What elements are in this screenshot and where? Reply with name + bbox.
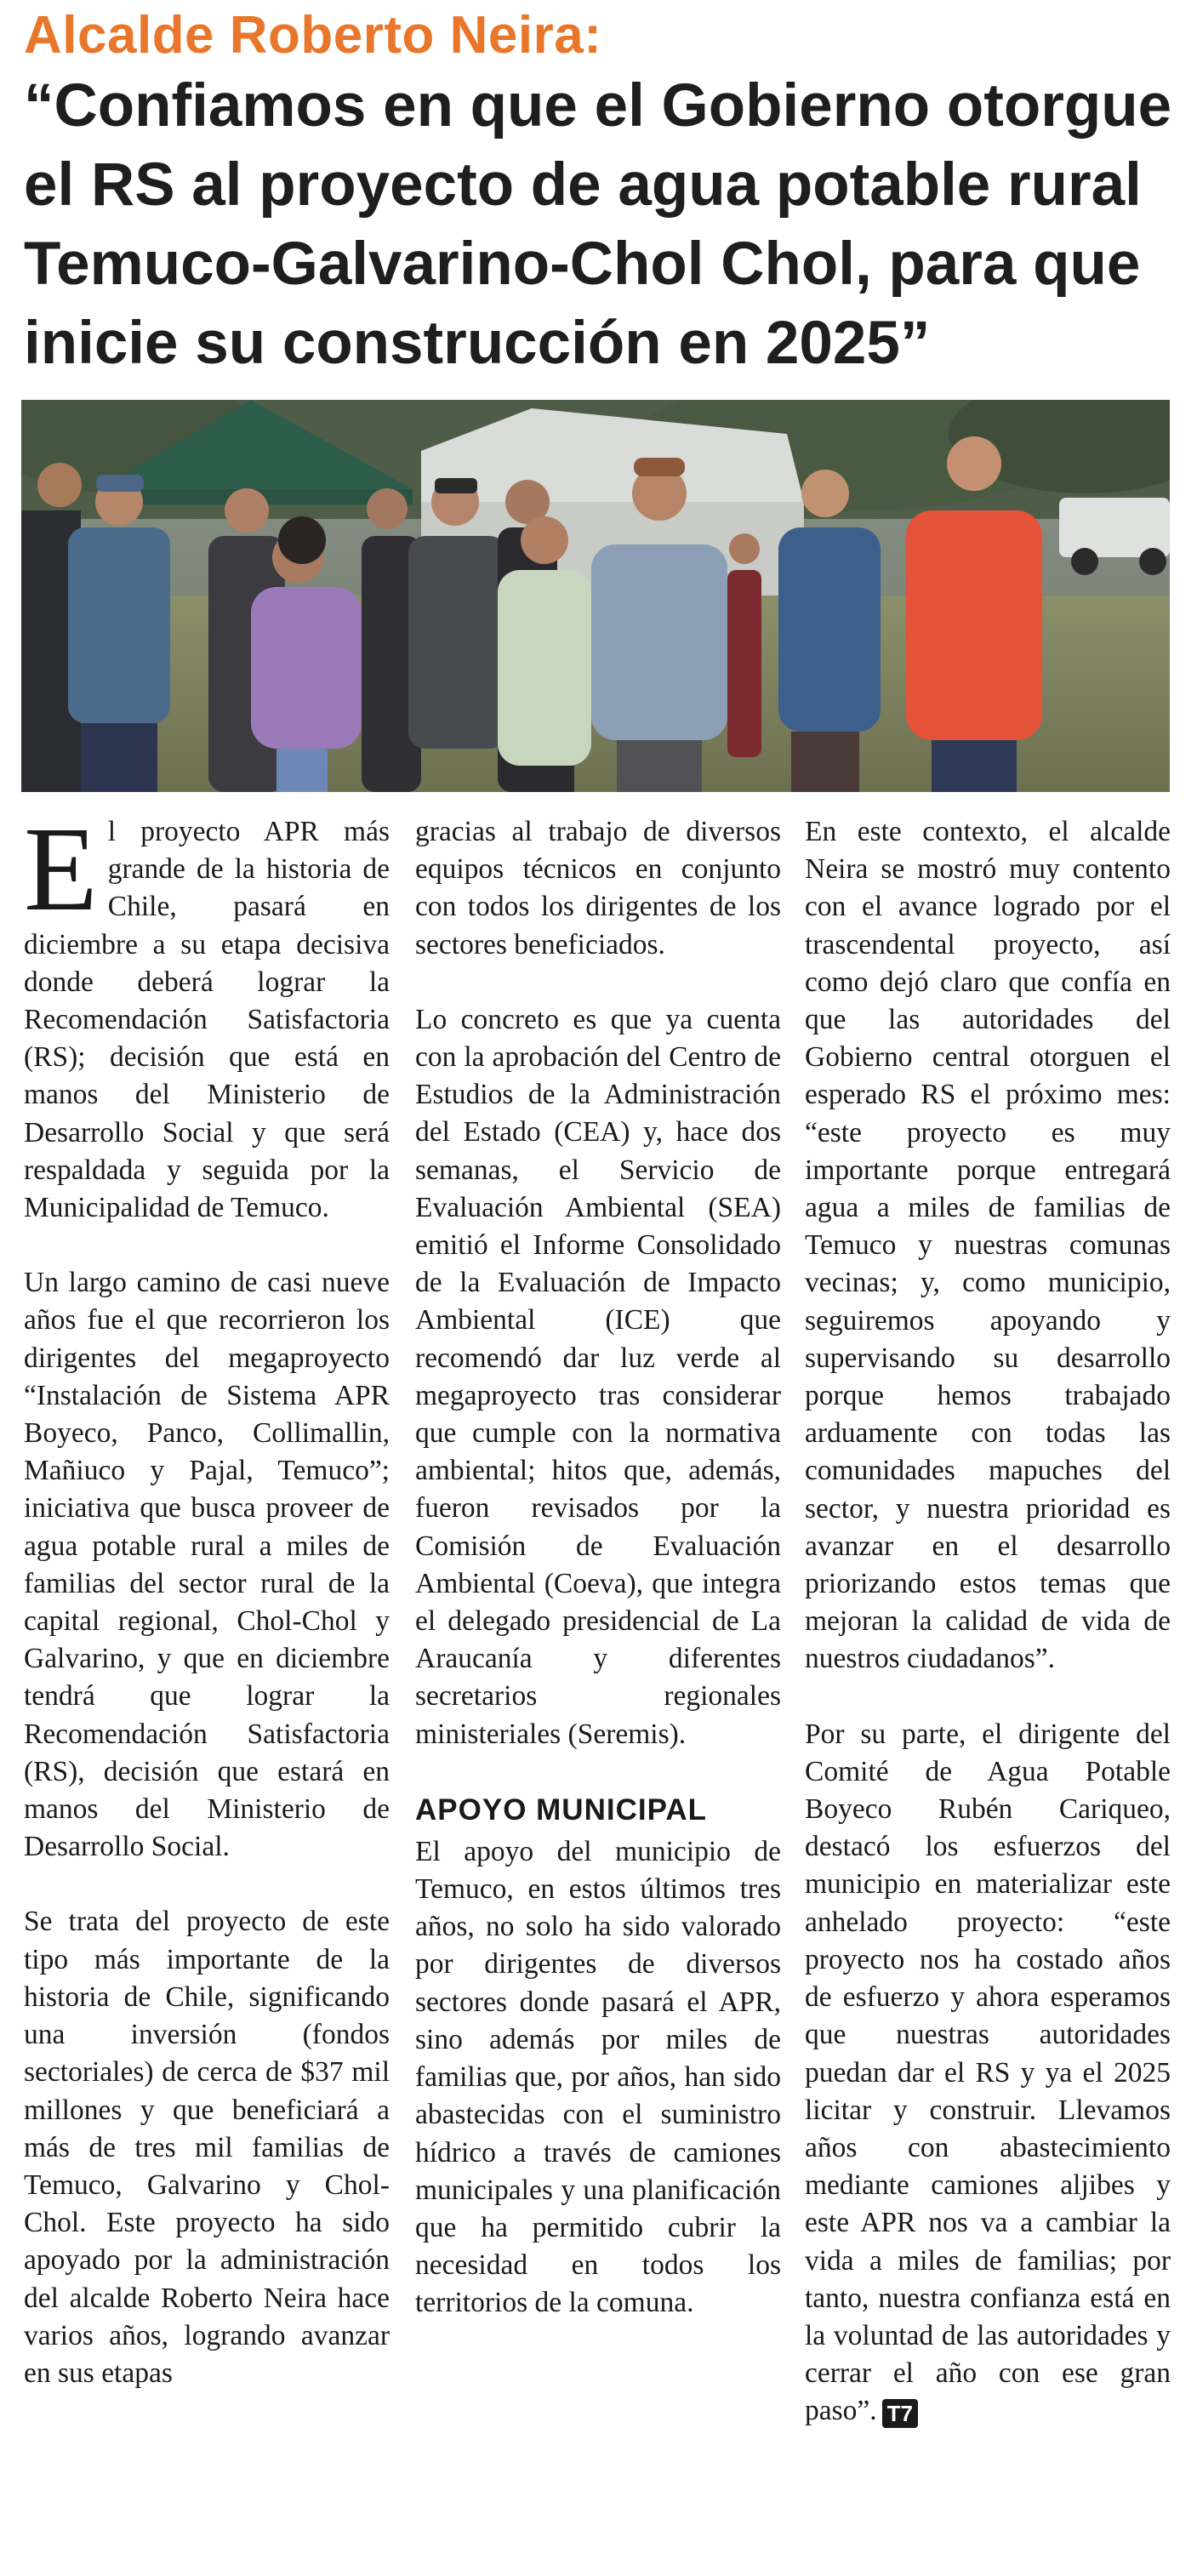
article-kicker: Alcalde Roberto Neira:: [24, 6, 602, 65]
paragraph-8: [805, 1716, 1171, 2431]
paragraph-4: gracias al trabajo de diversos equipos técnicos en conjunto con todos los dirigentes de los sectores beneficiados.: [415, 816, 781, 960]
paragraph-1: [24, 801, 390, 1227]
paragraph-5: Lo concreto es que ya cuenta con la aprobación del Centro de Estudios de la Administración del Estado (CEA) y, hace dos semanas, el Servicio de Evaluación Ambiental (SEA) emitió el Informe Consolidado de la Evaluación de Impacto Ambiental (ICE) que recomendó dar luz verde al megaproyecto tras considerar que cumple con la normativa ambiental; hitos que, además, fueron revisados por la Comisión de Evaluación Ambiental (Coeva), que integra el delegado presidencial de La Araucanía y diferentes secretarios regionales ministeriales (Seremis).: [415, 1003, 781, 1750]
end-logo-icon: T7: [882, 2399, 918, 2428]
paragraph-6: El apoyo del municipio de Temuco, en estos últimos tres años, no solo ha sido valorado por dirigentes de diversos sectores donde pasará el APR, sino además por miles de familias que, por años, han sido abastecidas con el suministro hídrico a través de camiones municipales y una planificación que ha permitido cubrir la necesidad en todos los territorios de la comuna.: [415, 1835, 781, 2319]
drop-cap: E: [24, 801, 98, 936]
section-subhead: APOYO MUNICIPAL: [415, 1792, 707, 1827]
paragraph-3: Se trata del proyecto de este tipo más importante de la historia de Chile, significando una inversión (fondos sectoriales) de cerca de $37 mil millones y que beneficiará a más de tres mil familias de Temuco, Galvarino y Chol-Chol. Este proyecto ha sido apoyado por la administración del alcalde Roberto Neira hace varios años, logrando avanzar en sus etapas: [24, 1906, 390, 2389]
paragraph-8-text: Por su parte, el dirigente del Comité de Agua Potable Boyeco Rubén Cariqueo, destacó los esfuerzos del municipio en materializar este anhelado proyecto: “este proyecto nos ha costado años de esfuerzo y ahora esperamos que nuestras autoridades puedan dar el RS y ya el 2025 licitar y construir. Llevamos años con abastecimiento mediante camiones aljibes y este APR nos va a cambiar la vida a miles de familias; por tanto, nuestra confianza está en la voluntad de las autoridades y cerrar el año con ese gran paso”.: [805, 1718, 1171, 2427]
paragraph-1-text: l proyecto APR más grande de la historia de Chile, pasará en diciembre a su etapa decisiva donde deberá lograr la Recomendación Satisfactoria (RS); decisión que está en manos del Ministerio de Desarrollo Social y que será respaldada y seguida por la Municipalidad de Temuco.: [24, 816, 390, 1224]
paragraph-2: Un largo camino de casi nueve años fue el que recorrieron los dirigentes del megaproyecto “Instalación de Sistema APR Boyeco, Panco, Collimallin, Mañiuco y Pajal, Temuco”; iniciativa que busca proveer de agua potable rural a miles de familias del sector rural de la capital regional, Chol-Chol y Galvarino, y que en diciembre tendrá que lograr la Recomendación Satisfactoria (RS), decisión que estará en manos del Ministerio de Desarrollo Social.: [24, 1267, 390, 1863]
article-photo: [21, 400, 1170, 792]
article-headline: “Confiamos en que el Gobierno otorgue el RS al proyecto de agua potable rural Temuco-Galvarino-Chol Chol, para que inicie su construcción en 2025”: [24, 72, 1172, 377]
article-column-2: [415, 813, 781, 2360]
photo-group-of-people-icon: [21, 400, 1170, 792]
article-column-3: [805, 813, 1171, 2468]
paragraph-7: En este contexto, el alcalde Neira se mostró muy contento con el avance logrado por el trascendental proyecto, así como dejó claro que confía en que las autoridades del Gobierno central otorguen el esperado RS el próximo mes: “este proyecto es muy importante porque entregará agua a miles de familias de Temuco y nuestras comunas vecinas; y, como municipio, seguiremos apoyando y supervisando su desarrollo porque hemos trabajado arduamente con todas las comunidades mapuches del sector, y nuestra prioridad es avanzar en el desarrollo priorizando estos temas que mejoran la calidad de vida de nuestros ciudadanos”.: [805, 816, 1171, 1675]
article-column-1: [24, 801, 390, 2430]
